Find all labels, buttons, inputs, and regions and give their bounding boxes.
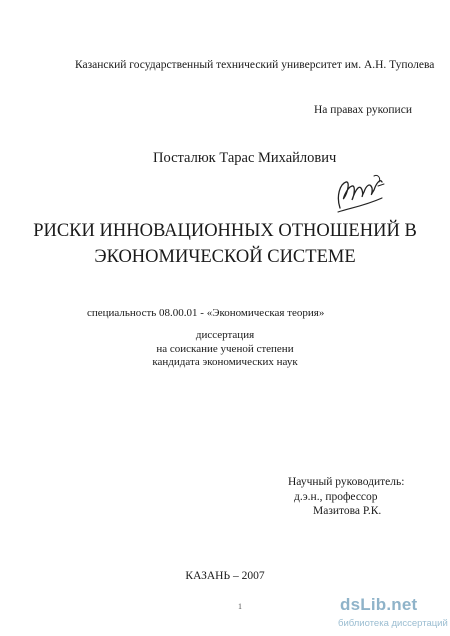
dslib-watermark xyxy=(338,595,450,636)
degree-line-2: на соискание ученой степени xyxy=(156,342,294,355)
degree-block xyxy=(0,329,450,370)
handwritten-signature xyxy=(334,168,388,220)
page-number: 1 xyxy=(238,602,242,611)
author-name: Посталюк Тарас Михайлович xyxy=(153,150,337,166)
supervisor-degree: д.э.н., профессор xyxy=(294,490,378,503)
specialty-line: специальность 08.00.01 - «Экономическая теория» xyxy=(87,307,325,319)
supervisor-block xyxy=(288,475,404,519)
title-line-1: РИСКИ ИННОВАЦИОННЫХ ОТНОШЕНИЙ В xyxy=(33,221,417,241)
degree-line-3: кандидата экономических наук xyxy=(152,356,298,368)
supervisor-label: Научный руководитель: xyxy=(288,476,405,488)
city-year: КАЗАНЬ – 2007 xyxy=(185,570,265,582)
supervisor-name: Мазитова Р.К. xyxy=(313,505,382,517)
dissertation-title xyxy=(0,218,450,270)
watermark-subtitle: библиотека диссертаций xyxy=(338,618,448,629)
manuscript-rights-note: На правах рукописи xyxy=(314,104,412,116)
degree-line-1: диссертация xyxy=(195,329,255,341)
title-line-2: ЭКОНОМИЧЕСКОЙ СИСТЕМЕ xyxy=(94,247,356,267)
watermark-logo: dsLib.net xyxy=(340,595,418,614)
university-name: Казанский государственный технический университет им. А.Н. Туполева xyxy=(75,59,435,71)
